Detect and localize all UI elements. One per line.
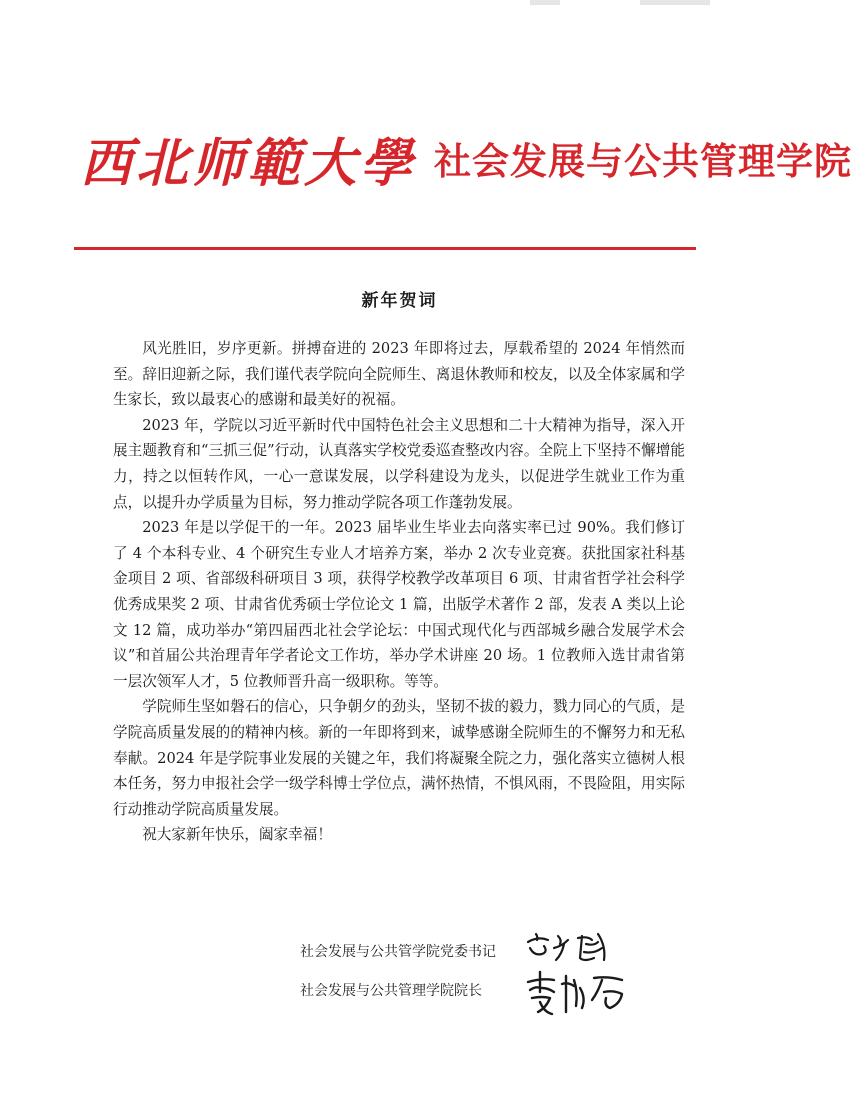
university-name: 西北师範大學 [80, 132, 417, 194]
paragraph-outlook: 学院师生坚如磐石的信心，只争朝夕的劲头，坚韧不拔的毅力，戮力同心的气质，是学院高质量发展的的精神内核。新的一年即将到来，诚挚感谢全院师生的不懈努力和无私奉献。2024 年是学院事业发展的关键之年，我们将凝聚全院之力，强化落实立德树人根本任务，努力申报社会学一级学科博士学位点，满怀热情，不惧风雨，不畏险阻，用实际行动推动学院高质量发展。 [113, 698, 685, 818]
header-divider [74, 247, 696, 250]
letter-body [113, 336, 685, 848]
party-secretary-title: 社会发展与公共管学院党委书记 [300, 944, 496, 960]
secretary-handwritten-signature [522, 928, 632, 968]
paragraph-review: 2023 年，学院以习近平新时代中国特色社会主义思想和二十大精神为指导，深入开展主题教育和“三抓三促”行动，认真落实学校党委巡查整改内容。全院上下坚持不懈增能力，持之以恒转作风，一心一意谋发展，以学科建设为龙头，以促进学生就业工作为重点，以提升办学质量为目标，努力推动学院各项工作蓬勃发展。 [113, 416, 685, 511]
paragraph-achievements: 2023 年是以学促干的一年。2023 届毕业生毕业去向落实率已过 90%。我们修订了 4 个本科专业、4 个研究生专业人才培养方案，举办 2 次专业竞赛。获批国家社科基金项目 2 项、省部级科研项目 3 项，获得学校教学改革项目 6 项、甘肃省哲学社会科学优秀成果奖 2 项、甘肃省优秀硕士学位论文 1 篇，出版学术著作 2 部，发表 A 类以上论文 12 篇，成功举办“第四届西北社会学论坛：中国式现代化与西部城乡融合发展学术会议”和首届公共治理青年学者论文工作坊，举办学术讲座 20 场。1 位教师入选甘肃省第一层次领军人才，5 位教师晋升高一级职称。等等。 [113, 519, 685, 690]
scan-artifact [520, 0, 710, 6]
dean-handwritten-signature [522, 968, 642, 1018]
document-title: 新年贺词 [361, 291, 438, 311]
paragraph-greeting: 风光胜旧，岁序更新。拼搏奋进的 2023 年即将过去，厚载希望的 2024 年悄然而至。辞旧迎新之际，我们谨代表学院向全院师生、离退休教师和校友，以及全体家属和学生家长，致以最衷心的感谢和最美好的祝福。 [113, 340, 685, 409]
paragraph-wishes: 祝大家新年快乐，阖家幸福！ [142, 826, 332, 844]
signature-block [300, 928, 660, 1018]
college-name: 社会发展与公共管理学院 [434, 140, 852, 183]
letterhead [80, 118, 852, 198]
dean-title: 社会发展与公共管理学院院长 [300, 983, 482, 999]
